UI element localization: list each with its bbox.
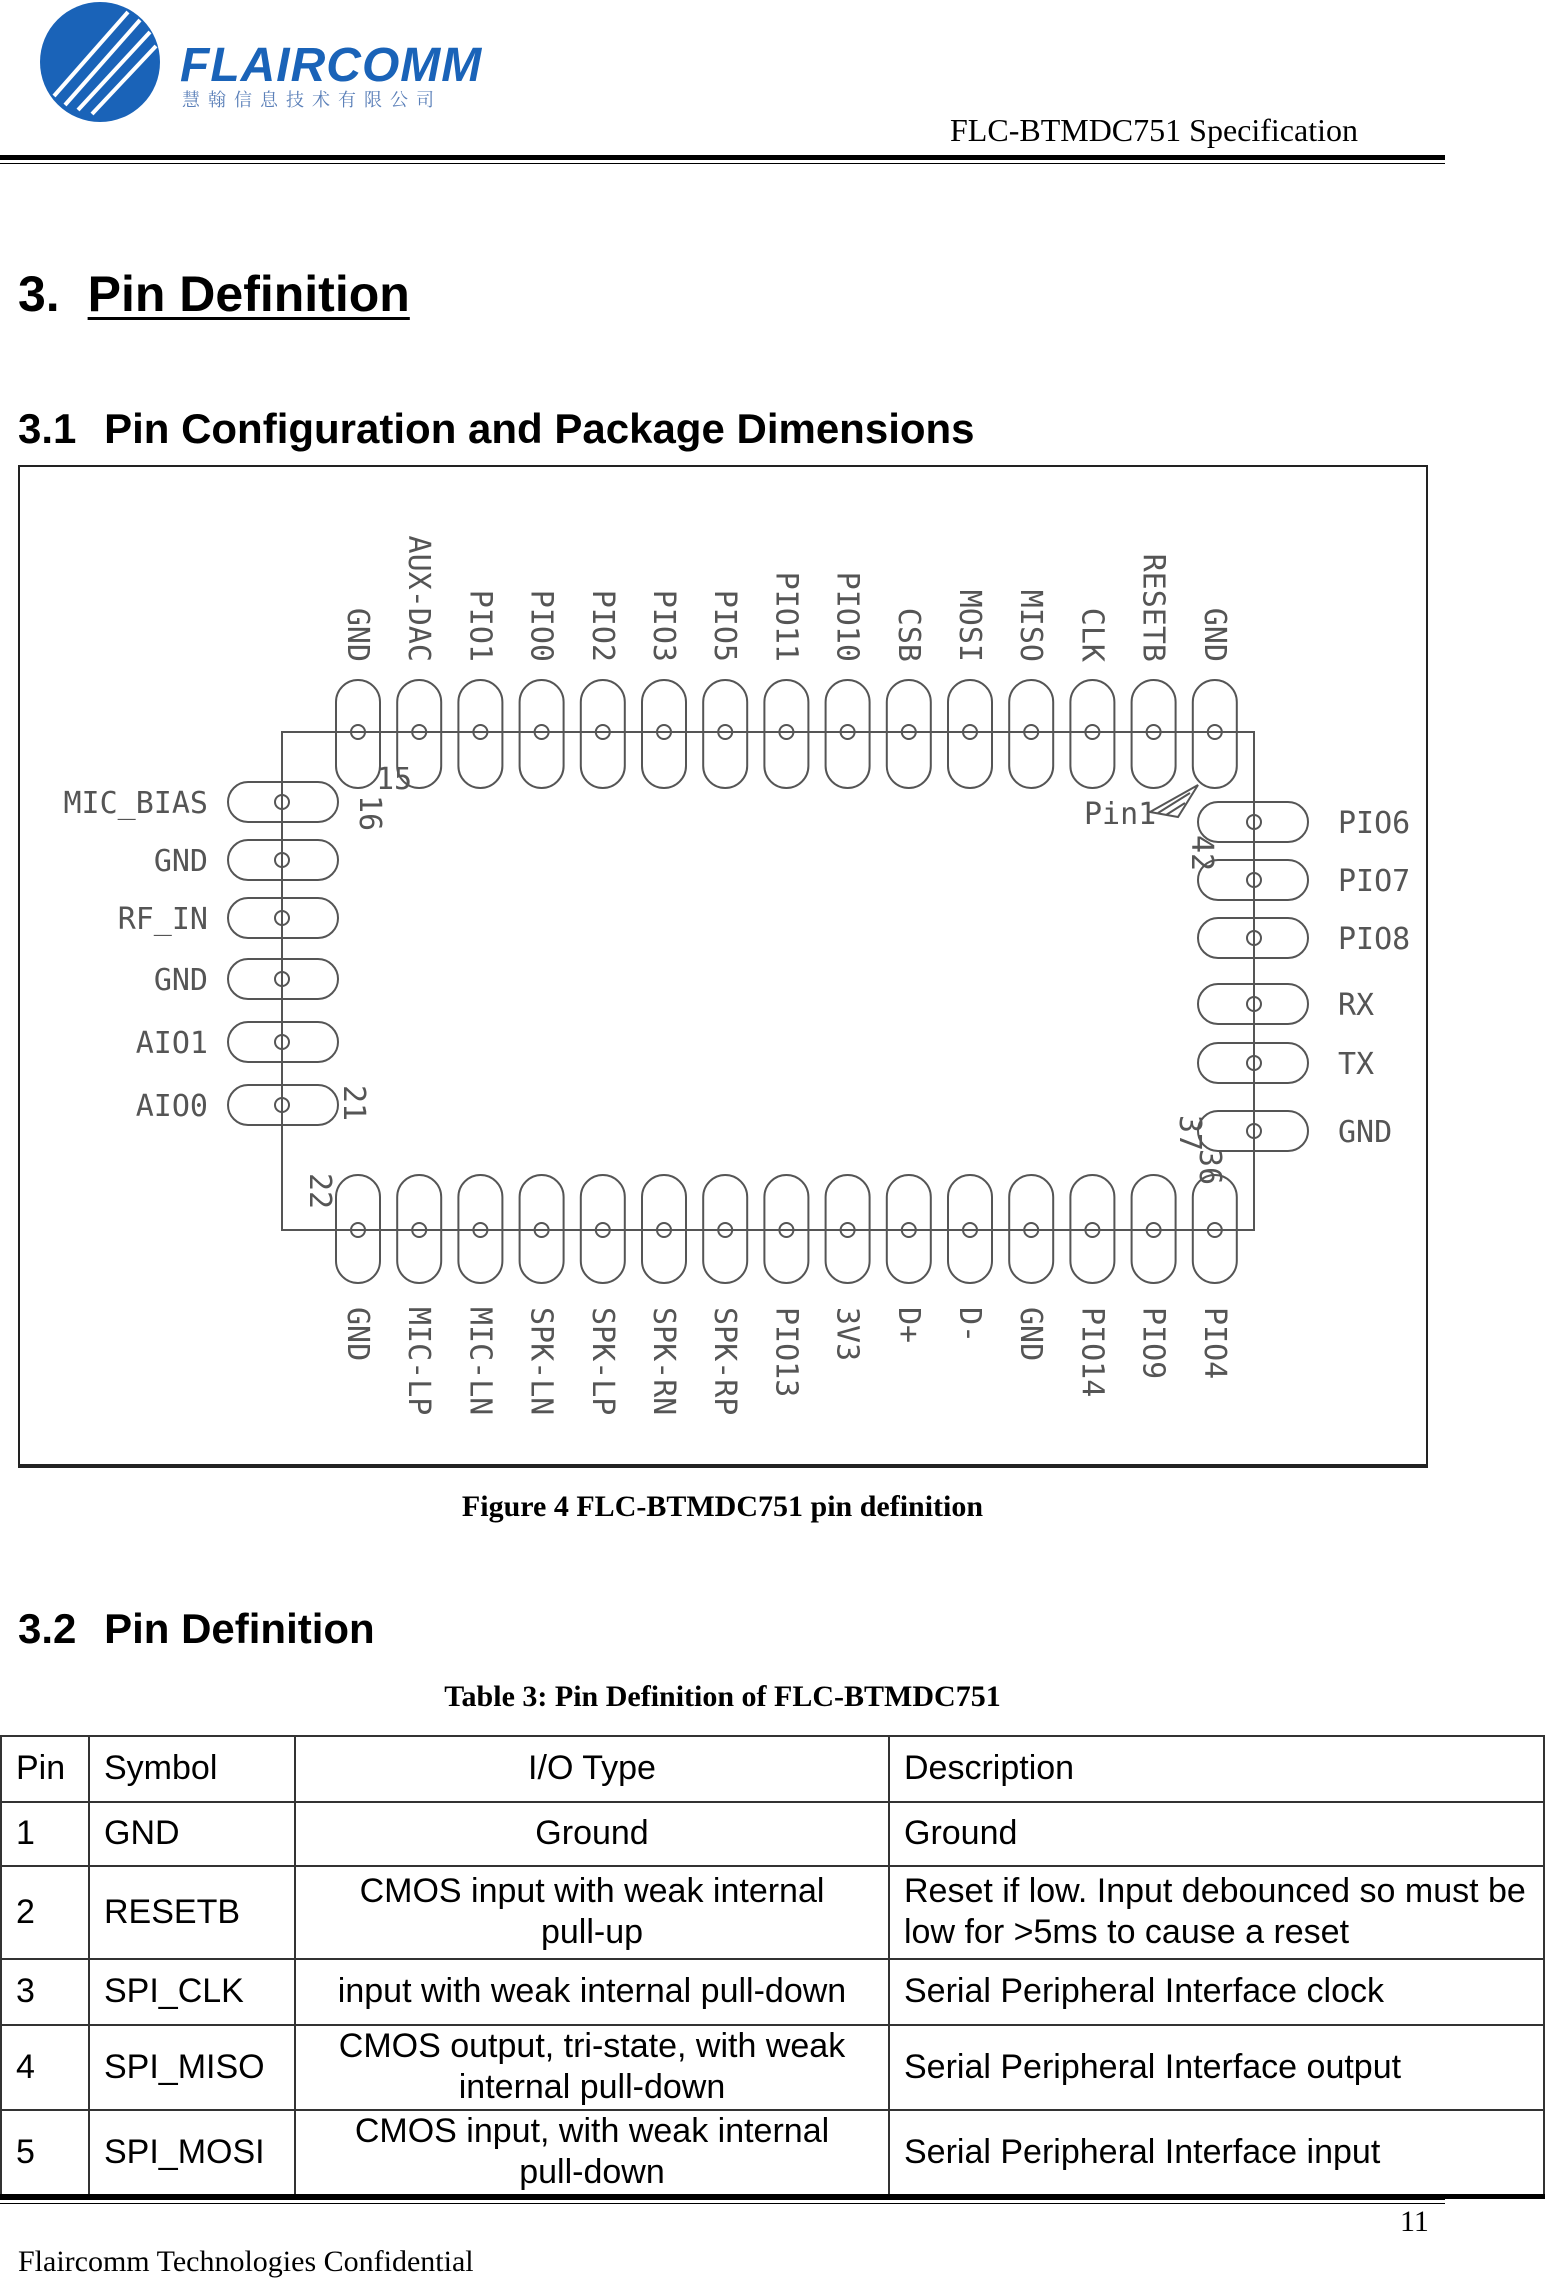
pin-number-42: 42 — [1184, 835, 1219, 872]
bottom-pin-label-mic-ln: MIC-LN — [462, 1307, 498, 1416]
pin-pad — [703, 680, 747, 788]
cell-io-type: CMOS input with weak internal pull-up — [295, 1866, 889, 1959]
header-symbol: Symbol — [89, 1736, 295, 1802]
spec-title: FLC-BTMDC751 Specification — [950, 112, 1358, 148]
page-number: 11 — [1400, 2205, 1429, 2238]
cell-pin: 3 — [1, 1959, 89, 2025]
pin-number-22: 22 — [302, 1173, 337, 1210]
cell-symbol: RESETB — [89, 1866, 295, 1959]
bottom-pin-label-3v3: 3V3 — [829, 1307, 865, 1362]
cell-description: Reset if low. Input debounced so must be low for >5ms to cause a reset — [889, 1866, 1544, 1959]
pin-pad — [458, 680, 502, 788]
section-title: Pin Configuration and Package Dimensions — [104, 405, 975, 452]
figure-caption: Figure 4 FLC-BTMDC751 pin definition — [461, 1490, 984, 1523]
top-pin-label-resetb: RESETB — [1135, 553, 1171, 662]
bottom-pin-label-pio9: PIO9 — [1135, 1307, 1171, 1380]
top-pin-label-pio5: PIO5 — [707, 589, 743, 662]
pin-pad — [1070, 680, 1114, 788]
cell-io-type: CMOS output, tri-state, with weak internal pull-down — [295, 2025, 889, 2110]
top-pin-label-pio0: PIO0 — [523, 589, 559, 662]
pin-diagram — [18, 465, 1428, 1468]
right-pin-label-pio7: PIO7 — [1338, 864, 1411, 899]
header-description: Description — [889, 1736, 1544, 1802]
footer-confidential: Flaircomm Technologies Confidential — [18, 2245, 474, 2278]
pin-pad — [826, 680, 870, 788]
brand-chinese-name: 慧翰信息技术有限公司 — [182, 90, 442, 111]
cell-description: Serial Peripheral Interface input — [889, 2110, 1544, 2196]
header-pin: Pin — [1, 1736, 89, 1802]
section-number: 3.1 — [18, 405, 77, 452]
bottom-pin-label-gnd: GND — [1013, 1307, 1049, 1362]
table-row — [1, 2110, 1544, 2196]
top-pin-label-clk: CLK — [1074, 607, 1110, 662]
left-pin-label-gnd: GND — [153, 844, 208, 879]
pin-diagram-svg — [20, 467, 1426, 1464]
cell-io-type: CMOS input, with weak internal pull-down — [295, 2110, 889, 2196]
pin-pad — [948, 680, 992, 788]
flaircomm-logo — [30, 0, 170, 130]
left-pin-label-rf-in: RF_IN — [117, 902, 208, 937]
table-row — [1, 1802, 1544, 1866]
pin-number-15: 15 — [376, 762, 413, 797]
bottom-pin-label-d: D+ — [890, 1307, 926, 1344]
cell-pin: 1 — [1, 1802, 89, 1866]
section-3-heading — [18, 265, 410, 323]
section-title: Pin Definition — [87, 266, 410, 322]
right-pin-label-tx: TX — [1338, 1047, 1375, 1082]
pin1-marker-icon — [1150, 785, 1198, 817]
pin-pad — [336, 680, 380, 788]
pin-number-16: 16 — [352, 795, 387, 832]
pin-pad — [581, 680, 625, 788]
cell-description: Serial Peripheral Interface output — [889, 2025, 1544, 2110]
header-io-type: I/O Type — [295, 1736, 889, 1802]
table-row — [1, 1866, 1544, 1959]
left-pin-label-mic-bias: MIC_BIAS — [63, 786, 208, 821]
cell-io-type: Ground — [295, 1802, 889, 1866]
table-caption: Table 3: Pin Definition of FLC-BTMDC751 — [444, 1680, 1001, 1713]
bottom-pin-label-pio4: PIO4 — [1196, 1307, 1232, 1380]
section-3-2-heading — [18, 1605, 375, 1653]
pin-pad — [1009, 680, 1053, 788]
pin-number-36: 36 — [1192, 1149, 1227, 1186]
header-rule-thin — [0, 163, 1445, 164]
pin-definition-table — [0, 1735, 1545, 2199]
table-row — [1, 2025, 1544, 2110]
bottom-pin-label-d: D- — [952, 1307, 987, 1344]
footer-rule-thin — [0, 2203, 1445, 2204]
top-pin-label-pio11: PIO11 — [768, 571, 804, 662]
section-number: 3. — [18, 266, 60, 322]
cell-symbol: SPI_MISO — [89, 2025, 295, 2110]
cell-symbol: SPI_CLK — [89, 1959, 295, 2025]
bottom-pin-label-pio13: PIO13 — [768, 1307, 804, 1398]
table-row — [1, 1959, 1544, 2025]
top-pin-label-gnd: GND — [340, 607, 375, 662]
pin-pad — [520, 680, 564, 788]
bottom-pin-label-spk-lp: SPK-LP — [584, 1307, 620, 1416]
bottom-pin-label-spk-rp: SPK-RP — [707, 1307, 743, 1416]
top-pin-label-pio10: PIO10 — [829, 571, 865, 662]
top-pin-label-miso: MISO — [1013, 589, 1049, 663]
cell-description: Ground — [889, 1802, 1544, 1866]
cell-symbol: SPI_MOSI — [89, 2110, 295, 2196]
table-header-row — [1, 1736, 1544, 1802]
pin-pad — [1132, 680, 1176, 788]
footer-rule — [0, 2195, 1445, 2200]
brand-name: FLAIRCOMM — [180, 39, 483, 92]
right-pin-label-rx: RX — [1338, 988, 1375, 1023]
top-pin-label-gnd: GND — [1196, 607, 1232, 662]
pin-pad — [642, 680, 686, 788]
bottom-pin-label-spk-ln: SPK-LN — [523, 1307, 559, 1416]
section-3-1-heading — [18, 405, 975, 453]
top-pin-label-csb: CSB — [890, 607, 926, 662]
pin-number-21: 21 — [336, 1085, 371, 1122]
left-pin-label-aio0: AIO0 — [135, 1089, 208, 1124]
pin1-label: Pin1 — [1084, 797, 1157, 832]
right-pin-label-gnd: GND — [1338, 1115, 1393, 1150]
right-pin-label-pio8: PIO8 — [1338, 922, 1411, 957]
top-pin-label-mosi: MOSI — [952, 589, 987, 662]
right-pin-label-pio6: PIO6 — [1338, 806, 1411, 841]
cell-io-type: input with weak internal pull-down — [295, 1959, 889, 2025]
cell-description: Serial Peripheral Interface clock — [889, 1959, 1544, 2025]
bottom-pin-label-gnd: GND — [340, 1307, 375, 1362]
top-pin-label-pio2: PIO2 — [584, 589, 620, 662]
pin-number-37: 37 — [1172, 1115, 1207, 1152]
left-pin-label-aio1: AIO1 — [135, 1026, 208, 1061]
cell-pin: 2 — [1, 1866, 89, 1959]
section-number: 3.2 — [18, 1605, 77, 1652]
bottom-pin-label-mic-lp: MIC-LP — [401, 1307, 437, 1416]
bottom-pin-label-pio14: PIO14 — [1074, 1307, 1110, 1398]
section-title: Pin Definition — [104, 1605, 375, 1652]
bottom-pin-label-spk-rn: SPK-RN — [646, 1307, 681, 1416]
header-rule — [0, 155, 1445, 160]
top-pin-label-pio1: PIO1 — [462, 589, 498, 662]
cell-pin: 4 — [1, 2025, 89, 2110]
top-pin-label-aux-dac: AUX-DAC — [401, 535, 437, 662]
cell-symbol: GND — [89, 1802, 295, 1866]
left-pin-label-gnd: GND — [153, 963, 208, 998]
top-pin-label-pio3: PIO3 — [646, 589, 681, 662]
pin-pad — [764, 680, 808, 788]
pin-pad — [1193, 680, 1237, 788]
cell-pin: 5 — [1, 2110, 89, 2196]
pin-pad — [887, 680, 931, 788]
